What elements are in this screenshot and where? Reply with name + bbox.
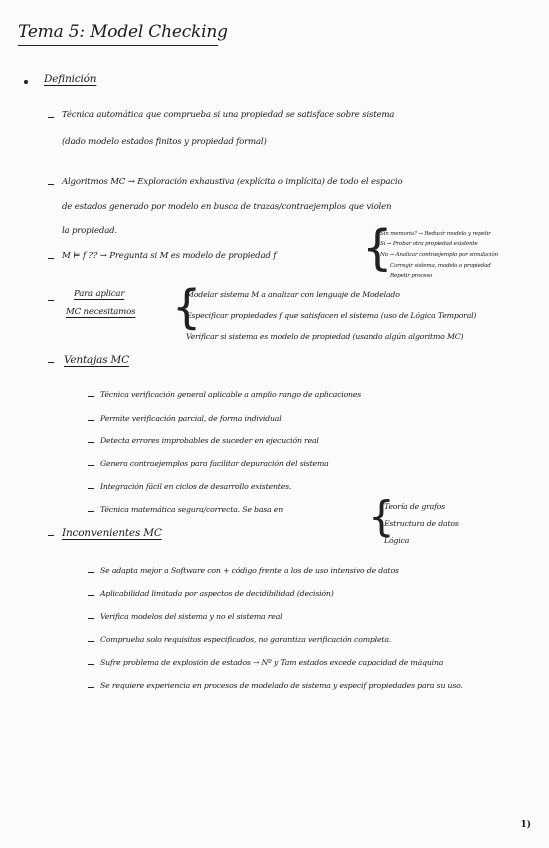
algorithm-line-1: Algoritmos MC → Exploración exhaustiva (explícita o implícita) de todo el espacio: [62, 177, 403, 187]
apply-label-1: Para aplicar: [74, 289, 125, 299]
item-dash: [48, 117, 54, 118]
item-dash: [88, 511, 94, 512]
item-dash: [88, 465, 94, 466]
apply-item-1: Modelar sistema M a analizar con lenguaje de Modelado: [186, 290, 400, 299]
item-dash: [48, 300, 54, 301]
ventaja-4: Genera contraejemplos para facilitar depuración del sistema: [100, 459, 329, 468]
item-dash: [48, 535, 54, 536]
item-dash: [88, 618, 94, 619]
heading-inconvenientes: Inconvenientes MC: [62, 527, 162, 539]
inconveniente-6: Se requiere experiencia en procesos de modelado de sistema y especif propiedades para su uso.: [100, 681, 463, 690]
page-number: 1): [520, 820, 531, 830]
definition-line-2: (dado modelo estados finitos y propiedad formal): [62, 137, 267, 147]
algorithm-line-3: la propiedad.: [62, 226, 117, 236]
item-dash: [88, 641, 94, 642]
item-dash: [48, 362, 54, 363]
heading-definicion: Definición: [44, 73, 97, 85]
inconveniente-5: Sufre problema de explosión de estados → Nº y Tam estados excede capacidad de máquina: [100, 658, 444, 667]
item-dash: [88, 442, 94, 443]
title-underline: [18, 45, 218, 46]
page-title: Tema 5: Model Checking: [18, 22, 228, 42]
inconveniente-4: Comprueba solo requisitos especificados, no garantiza verificación completa.: [100, 635, 392, 644]
apply-brace: {: [172, 280, 202, 334]
ventaja-2: Permite verificación parcial, de forma individual: [100, 414, 282, 423]
outcome-1: Sin memoria? → Reducir modelo y repetir: [380, 231, 491, 237]
algorithm-line-2: de estados generado por modelo en busca de trazas/contraejemplos que violen: [62, 202, 392, 212]
inconveniente-1: Se adapta mejor a Software con + código frente a los de uso intensivo de datos: [100, 566, 399, 575]
outcomes-brace: {: [362, 220, 393, 276]
item-dash: [88, 572, 94, 573]
base-3: Lógica: [384, 536, 410, 545]
item-dash: [88, 488, 94, 489]
model-query: M ⊨ f ?? → Pregunta si M es modelo de propiedad f: [62, 251, 277, 261]
ventaja-6: Técnica matemática segura/correcta. Se basa en: [100, 505, 284, 514]
ventaja-5: Integración fácil en ciclos de desarrollo existentes.: [100, 482, 292, 491]
apply-item-3: Verificar si sistema es modelo de propiedad (usando algún algoritmo MC): [186, 332, 464, 341]
definition-line-1: Técnica automática que comprueba si una propiedad se satisface sobre sistema: [62, 110, 395, 120]
item-dash: [48, 258, 54, 259]
item-dash: [88, 687, 94, 688]
ventaja-3: Detecta errores improbables de suceder en ejecución real: [100, 436, 319, 445]
section-bullet: [24, 80, 28, 84]
outcome-3: No → Analizar contraejemplo por simulación: [380, 252, 498, 258]
apply-item-2: Especificar propiedades f que satisfacen el sistema (uso de Lógica Temporal): [186, 311, 477, 320]
item-dash: [48, 184, 54, 185]
bases-brace: {: [368, 492, 395, 541]
item-dash: [88, 595, 94, 596]
outcome-5: Repetir proceso: [390, 273, 433, 279]
item-dash: [88, 664, 94, 665]
heading-ventajas: Ventajas MC: [64, 354, 129, 366]
base-2: Estructura de datos: [384, 519, 459, 528]
inconveniente-2: Aplicabilidad limitada por aspectos de decidibilidad (decisión): [100, 589, 334, 598]
outcome-4: Corregir sistema, modelo o propiedad: [390, 263, 491, 269]
apply-label-2: MC necesitamos: [66, 307, 136, 317]
ventaja-1: Técnica verificación general aplicable a amplio rango de aplicaciones: [100, 390, 362, 399]
item-dash: [88, 396, 94, 397]
base-1: Teoría de grafos: [384, 502, 446, 511]
inconveniente-3: Verifica modelos del sistema y no el sistema real: [100, 612, 283, 621]
item-dash: [88, 420, 94, 421]
outcome-2: Sí → Probar otra propiedad existente: [380, 241, 478, 247]
